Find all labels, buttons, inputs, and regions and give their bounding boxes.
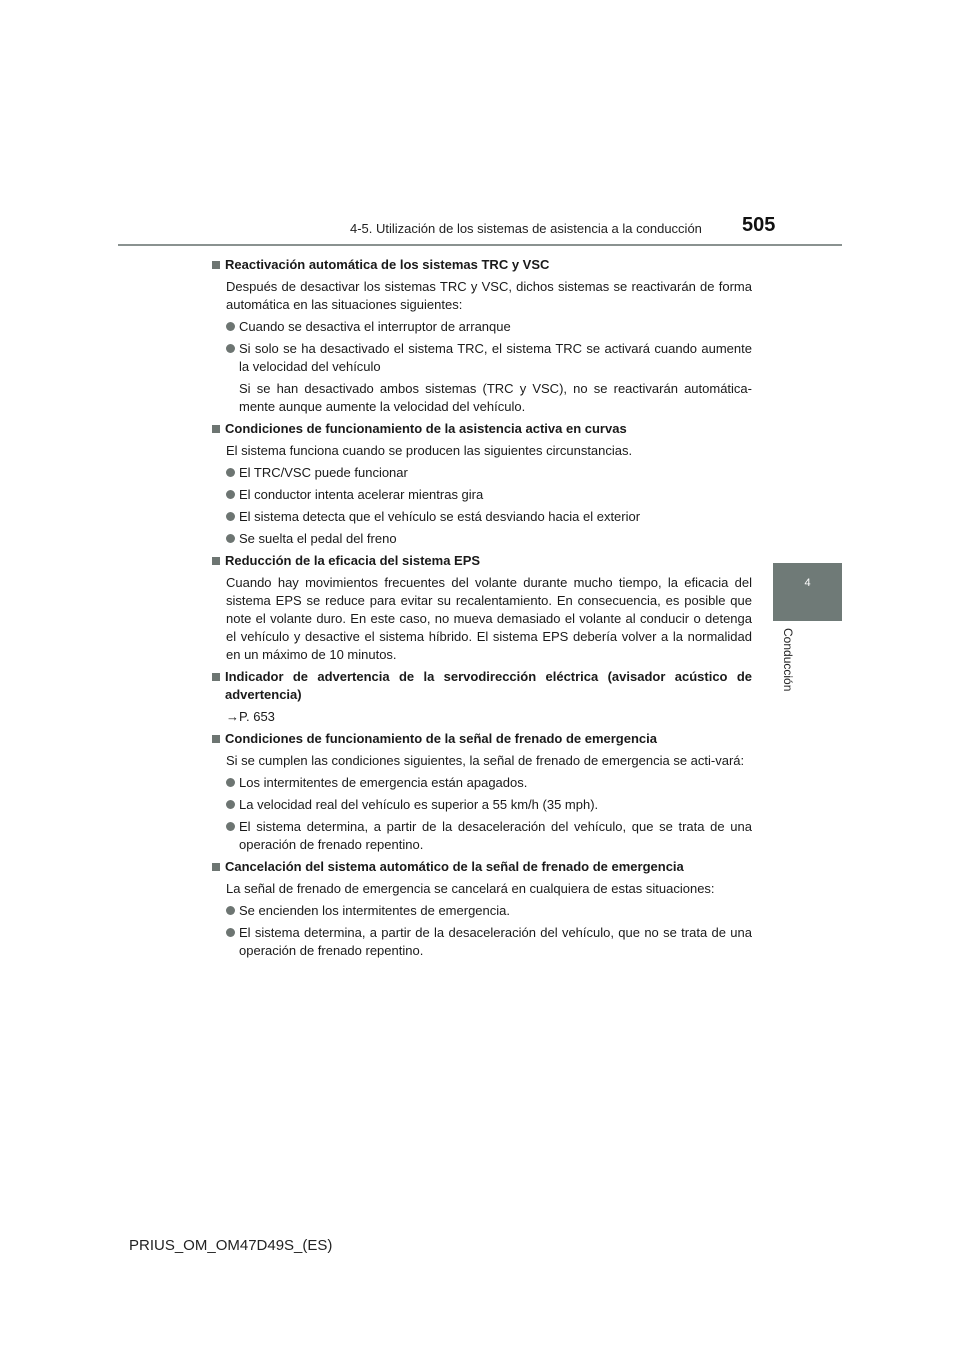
circle-bullet-icon bbox=[226, 800, 235, 809]
paragraph: Después de desactivar los sistemas TRC y VSC, dichos sistemas se reactivarán de forma automática en las situaciones siguientes: bbox=[226, 279, 752, 312]
chapter-label bbox=[773, 628, 817, 708]
section-heading-text: Condiciones de funcionamiento de la señal de frenado de emergencia bbox=[225, 731, 657, 746]
list-item bbox=[212, 796, 752, 814]
header-title: 4-5. Utilización de los sistemas de asistencia a la conducción bbox=[350, 221, 702, 236]
list-item-text: El conductor intenta acelerar mientras gira bbox=[239, 487, 484, 502]
list-item-text: Se suelta el pedal del freno bbox=[239, 531, 397, 546]
list-item bbox=[212, 530, 752, 548]
chapter-label-text: Conducción bbox=[781, 628, 795, 692]
square-bullet-icon bbox=[212, 673, 220, 681]
chapter-tab bbox=[773, 563, 842, 621]
section-emergency-brake-signal bbox=[212, 730, 752, 854]
section-heading bbox=[212, 668, 752, 704]
list-item-text: Cuando se desactiva el interruptor de arranque bbox=[239, 319, 511, 334]
section-trc-vsc-reactivation bbox=[212, 256, 752, 416]
section-heading bbox=[212, 420, 752, 438]
circle-bullet-icon bbox=[226, 512, 235, 521]
square-bullet-icon bbox=[212, 425, 220, 433]
page-reference: →P. 653 bbox=[226, 709, 275, 724]
list-item-text: El TRC/VSC puede funcionar bbox=[239, 465, 408, 480]
square-bullet-icon bbox=[212, 863, 220, 871]
section-eps-efficiency bbox=[212, 552, 752, 664]
section-heading-text: Condiciones de funcionamiento de la asistencia activa en curvas bbox=[225, 421, 627, 436]
list-item bbox=[212, 486, 752, 504]
circle-bullet-icon bbox=[226, 468, 235, 477]
section-heading-text: Indicador de advertencia de la servodirección eléctrica (avisador acústico de advertencia) bbox=[225, 669, 752, 702]
circle-bullet-icon bbox=[226, 822, 235, 831]
page-number: 505 bbox=[742, 214, 776, 236]
section-heading bbox=[212, 730, 752, 748]
list-item bbox=[212, 340, 752, 376]
list-item-text: Si solo se ha desactivado el sistema TRC, el sistema TRC se activará cuando aumente la velocidad del vehículo bbox=[239, 341, 752, 374]
list-item-text: Los intermitentes de emergencia están apagados. bbox=[239, 775, 528, 790]
square-bullet-icon bbox=[212, 735, 220, 743]
paragraph: Cuando hay movimientos frecuentes del volante durante mucho tiempo, la eficacia del sistema EPS se reduce para evitar su recalentamiento. En consecuencia, es posible que note el volante duro. En este caso, no mueva demasiado el volante al conducir o detenga el vehículo y desactive el sistema híbrido. El sistema EPS debería volver a la normalidad en un máximo de 10 minutos. bbox=[226, 575, 752, 662]
section-eps-warning bbox=[212, 668, 752, 726]
section-curve-assist-conditions bbox=[212, 420, 752, 548]
section-heading bbox=[212, 256, 752, 274]
section-heading-text: Reducción de la eficacia del sistema EPS bbox=[225, 553, 481, 568]
list-item-text: El sistema determina, a partir de la desaceleración del vehículo, que no se trata de una operación de frenado repentino. bbox=[239, 925, 752, 958]
sub-paragraph: Si se han desactivado ambos sistemas (TRC y VSC), no se reactivarán automática-mente aunque aumente la velocidad del vehículo. bbox=[239, 381, 752, 414]
list-item-text: El sistema detecta que el vehículo se está desviando hacia el exterior bbox=[239, 509, 641, 524]
footer-code: PRIUS_OM_OM47D49S_(ES) bbox=[129, 1237, 333, 1254]
square-bullet-icon bbox=[212, 557, 220, 565]
chapter-number: 4 bbox=[804, 577, 811, 589]
section-emergency-signal-cancel bbox=[212, 858, 752, 960]
list-item bbox=[212, 508, 752, 526]
paragraph: La señal de frenado de emergencia se cancelará en cualquiera de estas situaciones: bbox=[226, 881, 715, 896]
section-heading bbox=[212, 858, 752, 876]
circle-bullet-icon bbox=[226, 322, 235, 331]
section-heading-text: Reactivación automática de los sistemas TRC y VSC bbox=[225, 257, 550, 272]
list-item-text: Se encienden los intermitentes de emergencia. bbox=[239, 903, 510, 918]
paragraph: El sistema funciona cuando se producen las siguientes circunstancias. bbox=[226, 443, 633, 458]
circle-bullet-icon bbox=[226, 906, 235, 915]
circle-bullet-icon bbox=[226, 344, 235, 353]
list-item bbox=[212, 902, 752, 920]
list-item bbox=[212, 818, 752, 854]
list-item-text: El sistema determina, a partir de la desaceleración del vehículo, que se trata de una operación de frenado repentino. bbox=[239, 819, 752, 852]
paragraph: Si se cumplen las condiciones siguientes, la señal de frenado de emergencia se acti-vará: bbox=[226, 753, 745, 768]
section-heading bbox=[212, 552, 752, 570]
circle-bullet-icon bbox=[226, 490, 235, 499]
circle-bullet-icon bbox=[226, 928, 235, 937]
square-bullet-icon bbox=[212, 261, 220, 269]
list-item bbox=[212, 318, 752, 336]
section-heading-text: Cancelación del sistema automático de la señal de frenado de emergencia bbox=[225, 859, 684, 874]
circle-bullet-icon bbox=[226, 778, 235, 787]
list-item bbox=[212, 924, 752, 960]
main-content bbox=[212, 256, 752, 964]
list-item bbox=[212, 464, 752, 482]
header-rule bbox=[118, 244, 842, 246]
list-item bbox=[212, 774, 752, 792]
circle-bullet-icon bbox=[226, 534, 235, 543]
list-item-text: La velocidad real del vehículo es superior a 55 km/h (35 mph). bbox=[239, 797, 599, 812]
